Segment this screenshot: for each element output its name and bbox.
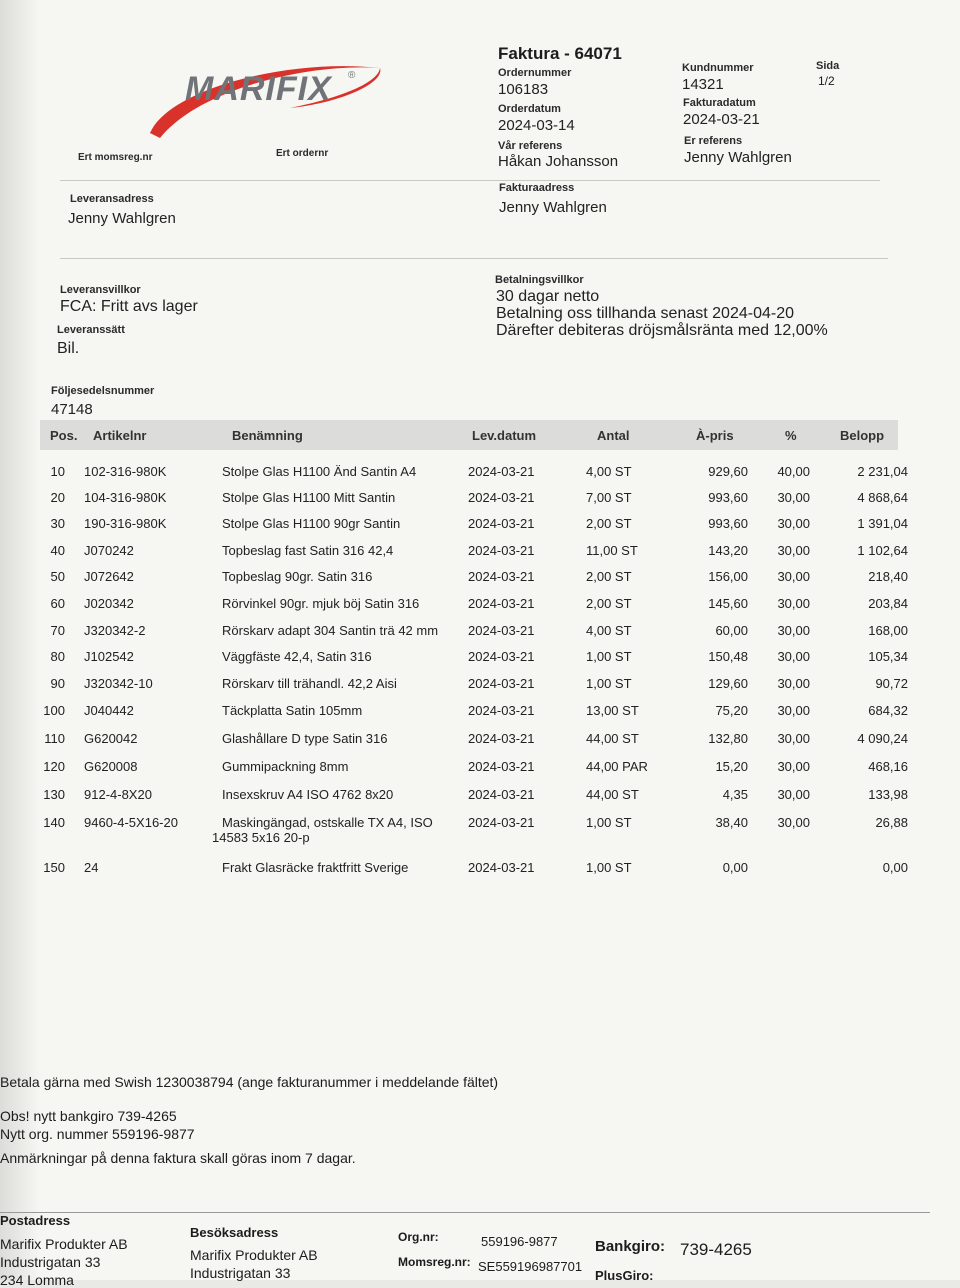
cell-art: J320342-2: [84, 623, 146, 638]
cell-pos: 120: [43, 759, 65, 774]
table-row: [0, 623, 960, 647]
cell-belopp: 2 231,04: [857, 464, 908, 479]
cell-pct: 30,00: [777, 676, 810, 691]
cell-antal: 44,00 PAR: [586, 759, 648, 774]
cell-art: 24: [84, 860, 99, 875]
col-apris: À-pris: [696, 428, 734, 443]
cell-belopp: 1 102,64: [857, 543, 908, 558]
kundnummer-label: Kundnummer: [682, 62, 754, 74]
cell-belopp: 168,00: [868, 623, 908, 638]
cell-pos: 10: [50, 464, 65, 479]
table-row: [0, 815, 960, 845]
cell-ben: Rörskarv till trähandl. 42,2 Aisi: [222, 676, 397, 691]
cell-ben: Stolpe Glas H1100 Änd Santin A4: [222, 464, 417, 479]
cell-pos: 130: [43, 787, 65, 802]
cell-ben: Täckplatta Satin 105mm: [222, 703, 363, 718]
marifix-logo: [140, 48, 390, 148]
cell-antal: 2,00 ST: [586, 569, 632, 584]
cell-pris: 993,60: [708, 516, 748, 531]
cell-ben: Stolpe Glas H1100 90gr Santin: [222, 516, 401, 531]
col-procent: %: [785, 428, 797, 443]
cell-antal: 44,00 ST: [586, 731, 639, 746]
betalningsvillkor-line3: Därefter debiteras dröjsmålsränta med 12,00%: [496, 322, 828, 339]
cell-pct: 30,00: [777, 815, 810, 830]
table-row: [0, 464, 960, 488]
ordernummer-label: Ordernummer: [498, 67, 572, 79]
cell-lev: 2024-03-21: [468, 543, 535, 558]
cell-lev: 2024-03-21: [468, 815, 535, 830]
betalningsvillkor-line2: Betalning oss tillhanda senast 2024-04-20: [496, 305, 794, 322]
cell-belopp: 468,16: [868, 759, 908, 774]
cell-pct: 30,00: [777, 569, 810, 584]
cell-ben: Glashållare D type Satin 316: [222, 731, 388, 746]
sida-value: 1/2: [818, 74, 835, 88]
cell-pct: 30,00: [777, 490, 810, 505]
cell-pct: 30,00: [777, 703, 810, 718]
sida-label: Sida: [816, 60, 840, 72]
cell-pct: 30,00: [777, 787, 810, 802]
col-antal: Antal: [597, 428, 630, 443]
cell-pos: 60: [50, 596, 65, 611]
cell-art: J102542: [84, 649, 134, 664]
postadress-label: Postadress: [0, 1213, 71, 1228]
leveransvillkor-value: FCA: Fritt avs lager: [60, 298, 198, 315]
cell-antal: 1,00 ST: [586, 649, 632, 664]
table-header: [40, 420, 898, 450]
cell-lev: 2024-03-21: [468, 596, 535, 611]
cell-antal: 2,00 ST: [586, 596, 632, 611]
cell-lev: 2024-03-21: [468, 464, 535, 479]
plusgiro-label: PlusGiro:: [595, 1268, 654, 1283]
bankgiro-value: 739-4265: [680, 1240, 752, 1259]
cell-lev: 2024-03-21: [468, 569, 535, 584]
table-row: [0, 731, 960, 755]
fakturaadress-value: Jenny Wahlgren: [499, 199, 607, 216]
cell-pris: 150,48: [708, 649, 748, 664]
cell-pos: 80: [50, 649, 65, 664]
postadress-line2: Industrigatan 33: [0, 1254, 101, 1270]
cell-art: J070242: [84, 543, 134, 558]
cell-pris: 993,60: [708, 490, 748, 505]
cell-antal: 1,00 ST: [586, 860, 632, 875]
cell-lev: 2024-03-21: [468, 860, 535, 875]
fakturaadress-label: Fakturaadress: [499, 182, 575, 194]
cell-pris: 75,20: [715, 703, 748, 718]
cell-pct: 30,00: [777, 759, 810, 774]
logo-text: MARIFIX: [185, 70, 332, 108]
cell-antal: 13,00 ST: [586, 703, 639, 718]
cell-belopp: 203,84: [868, 596, 908, 611]
ert-ordernr-label: Ert ordernr: [276, 148, 329, 159]
cell-art: J072642: [84, 569, 134, 584]
cell-antal: 44,00 ST: [586, 787, 639, 802]
ert-momsreg-label: Ert momsreg.nr: [78, 152, 153, 163]
table-row: [0, 649, 960, 673]
cell-pris: 4,35: [722, 787, 748, 802]
orderdatum-label: Orderdatum: [498, 103, 561, 115]
momsreg-label: Momsreg.nr:: [398, 1255, 471, 1269]
cell-belopp: 684,32: [868, 703, 908, 718]
table-row: [0, 516, 960, 540]
cell-antal: 1,00 ST: [586, 676, 632, 691]
cell-lev: 2024-03-21: [468, 676, 535, 691]
cell-pos: 40: [50, 543, 65, 558]
cell-pris: 929,60: [708, 464, 748, 479]
fakturadatum-value: 2024-03-21: [683, 111, 760, 128]
cell-pct: 30,00: [777, 649, 810, 664]
cell-pos: 140: [43, 815, 65, 830]
cell-belopp: 1 391,04: [857, 516, 908, 531]
col-belopp: Belopp: [840, 428, 885, 443]
orgnr-note: Nytt org. nummer 559196-9877: [0, 1126, 195, 1142]
cell-lev: 2024-03-21: [468, 490, 535, 505]
cell-lev: 2024-03-21: [468, 703, 535, 718]
cell-art: 102-316-980K: [84, 464, 167, 479]
table-row: [0, 676, 960, 700]
cell-lev: 2024-03-21: [468, 516, 535, 531]
table-row: [0, 490, 960, 514]
cell-ben: Frakt Glasräcke fraktfritt Sverige: [222, 860, 409, 875]
fakturadatum-label: Fakturadatum: [683, 97, 756, 109]
cell-art: J040442: [84, 703, 134, 718]
cell-art: 912-4-8X20: [84, 787, 152, 802]
orgnr-value: 559196-9877: [481, 1234, 558, 1249]
cell-pris: 60,00: [715, 623, 748, 638]
cell-pris: 129,60: [708, 676, 748, 691]
divider: [60, 180, 880, 181]
cell-lev: 2024-03-21: [468, 731, 535, 746]
cell-belopp: 0,00: [882, 860, 908, 875]
cell-ben: Maskingängad, ostskalle TX A4, ISO: [222, 815, 433, 830]
cell-pos: 50: [50, 569, 65, 584]
cell-pos: 100: [43, 703, 65, 718]
cell-art: J020342: [84, 596, 134, 611]
var-referens-label: Vår referens: [498, 140, 563, 152]
logo-registered: ®: [348, 70, 356, 81]
betalningsvillkor-label: Betalningsvillkor: [495, 274, 584, 286]
cell-pct: 40,00: [777, 464, 810, 479]
cell-pris: 132,80: [708, 731, 748, 746]
cell-belopp: 90,72: [875, 676, 908, 691]
cell-pct: 30,00: [777, 516, 810, 531]
orderdatum-value: 2024-03-14: [498, 117, 575, 134]
ordernummer-value: 106183: [498, 81, 549, 98]
foljesedel-label: Följesedelsnummer: [51, 385, 155, 397]
postadress-line1: Marifix Produkter AB: [0, 1236, 128, 1252]
col-pos: Pos.: [50, 428, 78, 443]
kundnummer-value: 14321: [682, 76, 724, 93]
cell-antal: 4,00 ST: [586, 464, 632, 479]
table-row: [0, 787, 960, 811]
cell-pos: 150: [43, 860, 65, 875]
cell-antal: 4,00 ST: [586, 623, 632, 638]
cell-pris: 156,00: [708, 569, 748, 584]
cell-pris: 15,20: [715, 759, 748, 774]
swish-note: Betala gärna med Swish 1230038794 (ange fakturanummer i meddelande fältet): [0, 1074, 499, 1090]
bankgiro-label: Bankgiro:: [595, 1238, 666, 1255]
er-referens-label: Er referens: [684, 135, 743, 147]
cell-lev: 2024-03-21: [468, 787, 535, 802]
cell-antal: 1,00 ST: [586, 815, 632, 830]
col-artikelnr: Artikelnr: [93, 428, 147, 443]
cell-pct: 30,00: [777, 543, 810, 558]
cell-belopp: 26,88: [875, 815, 908, 830]
betalningsvillkor-line1: 30 dagar netto: [496, 288, 600, 305]
table-row: [0, 759, 960, 783]
leveransadress-value: Jenny Wahlgren: [68, 210, 176, 227]
cell-pos: 90: [50, 676, 65, 691]
er-referens-value: Jenny Wahlgren: [684, 149, 792, 166]
cell-lev: 2024-03-21: [468, 759, 535, 774]
cell-ben: Topbeslag fast Satin 316 42,4: [222, 543, 394, 558]
cell-pct: 30,00: [777, 731, 810, 746]
cell-art: 9460-4-5X16-20: [84, 815, 178, 830]
table-row: [0, 703, 960, 727]
cell-antal: 2,00 ST: [586, 516, 632, 531]
cell-pos: 30: [50, 516, 65, 531]
table-row: [0, 569, 960, 593]
cell-pct: 30,00: [777, 596, 810, 611]
cell-pris: 38,40: [715, 815, 748, 830]
momsreg-value: SE559196987701: [478, 1259, 583, 1274]
cell-belopp: 4 868,64: [857, 490, 908, 505]
cell-belopp: 218,40: [868, 569, 908, 584]
table-row: [0, 860, 960, 884]
cell-art: J320342-10: [84, 676, 153, 691]
cell-ben: Stolpe Glas H1100 Mitt Santin: [222, 490, 396, 505]
cell-ben: Väggfäste 42,4, Satin 316: [222, 649, 372, 664]
cell-pos: 20: [50, 490, 65, 505]
cell-art: 104-316-980K: [84, 490, 167, 505]
cell-pris: 145,60: [708, 596, 748, 611]
leveranssatt-label: Leveranssätt: [57, 324, 125, 336]
cell-pct: 30,00: [777, 623, 810, 638]
leveranssatt-value: Bil.: [57, 340, 80, 357]
cell-belopp: 105,34: [868, 649, 908, 664]
anmarkning-note: Anmärkningar på denna faktura skall göras inom 7 dagar.: [0, 1150, 356, 1166]
cell-lev: 2024-03-21: [468, 623, 535, 638]
col-benamning: Benämning: [232, 428, 303, 443]
cell-pos: 110: [44, 731, 65, 746]
table-row: [0, 596, 960, 620]
table-row: [0, 543, 960, 567]
orgnr-label: Org.nr:: [398, 1230, 439, 1244]
bankgiro-note: Obs! nytt bankgiro 739-4265: [0, 1108, 177, 1124]
cell-belopp: 133,98: [868, 787, 908, 802]
col-levdatum: Lev.datum: [472, 428, 537, 443]
leveransadress-label: Leveransadress: [70, 193, 154, 205]
besoksadress-line2: Industrigatan 33: [190, 1265, 291, 1281]
footer-divider: [0, 1212, 930, 1213]
cell-pris: 143,20: [708, 543, 748, 558]
cell-ben: Topbeslag 90gr. Satin 316: [222, 569, 373, 584]
cell-ben: Gummipackning 8mm: [222, 759, 349, 774]
cell-antal: 7,00 ST: [586, 490, 632, 505]
cell-ben-line2: 14583 5x16 20-p: [212, 830, 310, 845]
cell-art: G620008: [84, 759, 138, 774]
cell-art: 190-316-980K: [84, 516, 167, 531]
cell-ben: Rörskarv adapt 304 Santin trä 42 mm: [222, 623, 439, 638]
cell-antal: 11,00 ST: [586, 543, 638, 558]
divider: [60, 258, 888, 259]
var-referens-value: Håkan Johansson: [498, 153, 619, 170]
cell-pris: 0,00: [722, 860, 748, 875]
cell-art: G620042: [84, 731, 138, 746]
cell-lev: 2024-03-21: [468, 649, 535, 664]
postadress-line3: 234 Lomma: [0, 1272, 74, 1288]
cell-ben: Insexskruv A4 ISO 4762 8x20: [222, 787, 394, 802]
cell-ben: Rörvinkel 90gr. mjuk böj Satin 316: [222, 596, 420, 611]
cell-belopp: 4 090,24: [857, 731, 908, 746]
besoksadress-label: Besöksadress: [190, 1225, 279, 1240]
besoksadress-line1: Marifix Produkter AB: [190, 1247, 318, 1263]
cell-pos: 70: [50, 623, 65, 638]
foljesedel-value: 47148: [51, 401, 93, 418]
invoice-title: Faktura - 64071: [498, 44, 622, 63]
leveransvillkor-label: Leveransvillkor: [60, 284, 141, 296]
